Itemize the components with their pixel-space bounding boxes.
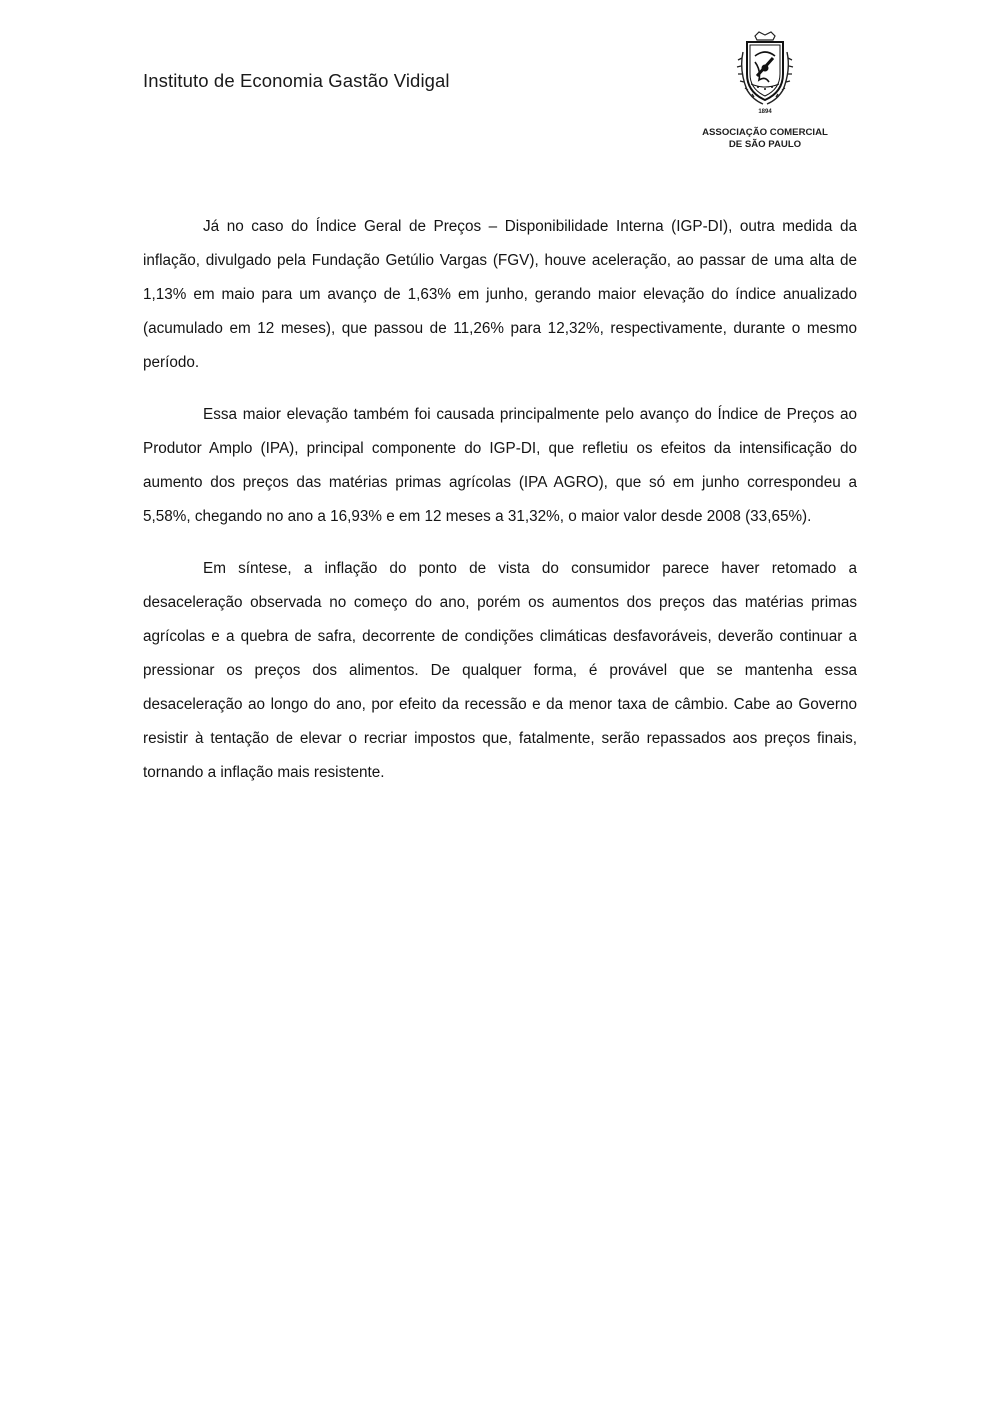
logo-name-line2: DE SÃO PAULO [728, 139, 802, 150]
logo-year: 1894 [758, 109, 772, 115]
logo [690, 30, 840, 155]
logo-name [690, 127, 840, 151]
paragraph-2: Essa maior elevação também foi causada principalmente pelo avanço do Índice de Preços ao Produtor Amplo (IPA), principal componente do IGP-DI, que refletiu os efeitos da intensificação do aumento dos preços das matérias primas agrícolas (IPA AGRO), que só em junho correspondeu a 5,58%, chegando no ano a 16,93% e em 12 meses a 31,32%, o maior valor desde 2008 (33,65%). [143, 406, 857, 525]
header-title: Instituto de Economia Gastão Vidigal [143, 70, 450, 91]
paragraph-1: Já no caso do Índice Geral de Preços – Disponibilidade Interna (IGP-DI), outra medida da inflação, divulgado pela Fundação Getúlio Vargas (FGV), houve aceleração, ao passar de uma alta de 1,13% em maio para um avanço de 1,63% em junho, gerando maior elevação do índice anualizado (acumulado em 12 meses), que passou de 11,26% para 12,32%, respectivamente, durante o mesmo período. [143, 218, 857, 371]
acsp-seal-icon [733, 30, 797, 110]
paragraph-3: Em síntese, a inflação do ponto de vista do consumidor parece haver retomado a desaceleração observada no começo do ano, porém os aumentos dos preços das matérias primas agrícolas e a quebra de safra, decorrente de condições climáticas desfavoráveis, deverão continuar a pressionar os preços dos alimentos. De qualquer forma, é provável que se mantenha essa desaceleração ao longo do ano, por efeito da recessão e da menor taxa de câmbio. Cabe ao Governo resistir à tentação de elevar o recriar impostos que, fatalmente, serão repassados aos preços finais, tornando a inflação mais resistente. [143, 560, 857, 781]
document-body [143, 210, 857, 808]
logo-name-line1: ASSOCIAÇÃO COMERCIAL [702, 127, 828, 138]
